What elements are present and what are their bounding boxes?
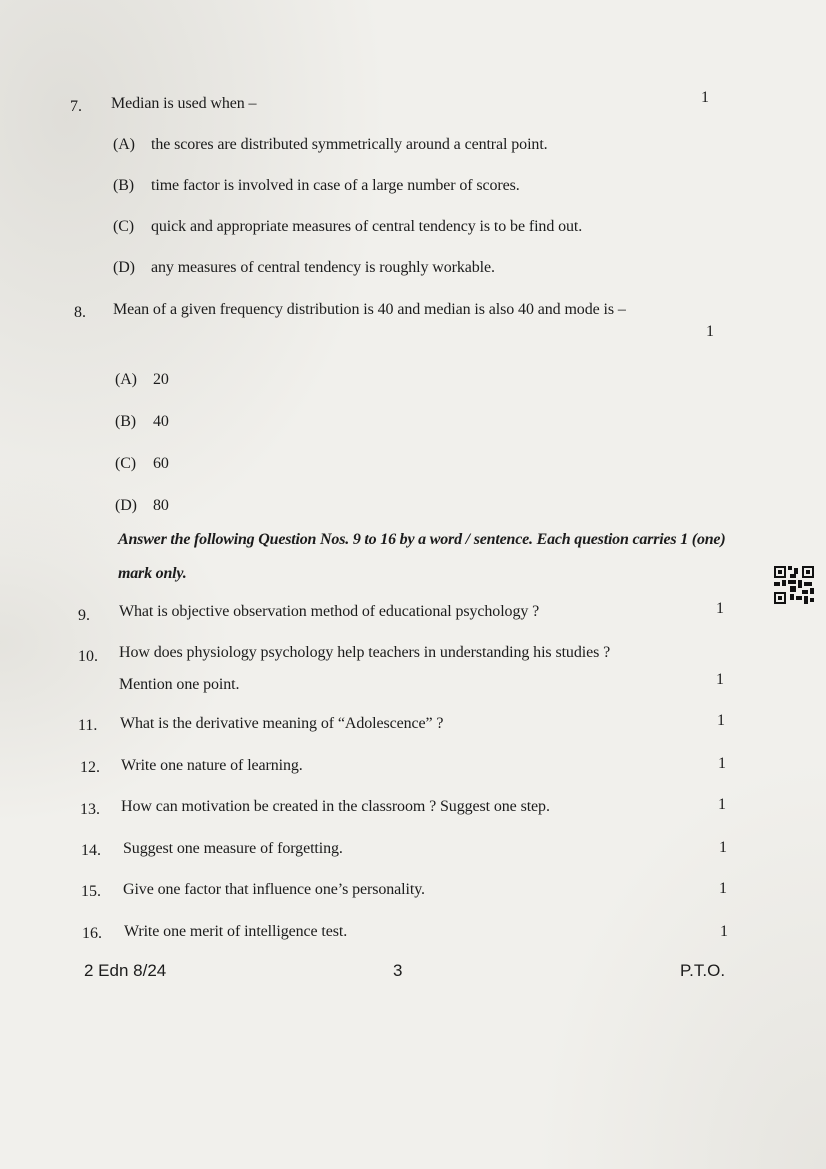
question-12-text: Write one nature of learning. — [121, 757, 303, 774]
option-text: any measures of central tendency is roughly workable. — [151, 259, 495, 276]
question-9-text: What is objective observation method of educational psychology ? — [119, 603, 540, 620]
question-9-mark: 1 — [716, 600, 724, 617]
option-label: (D) — [115, 497, 137, 514]
option-text: 40 — [153, 413, 169, 430]
option-label: (B) — [115, 413, 137, 430]
question-8-mark: 1 — [706, 323, 714, 340]
option-text: the scores are distributed symmetrically around a central point. — [151, 136, 548, 153]
option-label: (C) — [115, 455, 137, 472]
question-8-option-c — [115, 454, 169, 474]
question-13-number: 13. — [80, 801, 100, 818]
question-14-text: Suggest one measure of forgetting. — [123, 840, 343, 857]
option-text: 60 — [153, 455, 169, 472]
question-10-text-continued: Mention one point. — [119, 676, 240, 693]
option-label: (A) — [115, 371, 137, 388]
question-11-mark: 1 — [717, 712, 725, 729]
option-text: time factor is involved in case of a large number of scores. — [151, 177, 520, 194]
question-9-number: 9. — [78, 607, 90, 624]
question-11-text: What is the derivative meaning of “Adolescence” ? — [120, 715, 444, 732]
question-10-number: 10. — [78, 648, 98, 665]
option-text: 20 — [153, 371, 169, 388]
qr-code-icon — [774, 566, 814, 604]
option-text: quick and appropriate measures of central tendency is to be find out. — [151, 218, 583, 235]
question-12-number: 12. — [80, 759, 100, 776]
question-7-option-a — [113, 135, 548, 155]
question-16-mark: 1 — [720, 923, 728, 940]
option-label: (A) — [113, 136, 135, 153]
footer-pto: P.T.O. — [680, 961, 726, 980]
question-11-number: 11. — [78, 717, 98, 734]
footer-exam-code: 2 Edn 8/24 — [84, 961, 167, 980]
question-10-text: How does physiology psychology help teachers in understanding his studies ? — [119, 644, 611, 661]
question-14-mark: 1 — [719, 839, 727, 856]
question-13-mark: 1 — [718, 796, 726, 813]
question-14-number: 14. — [81, 842, 101, 859]
question-10-mark: 1 — [716, 671, 724, 688]
option-label: (C) — [113, 218, 135, 235]
question-8-option-a — [115, 370, 169, 390]
question-8-option-d — [115, 496, 169, 516]
question-7-option-b — [113, 176, 520, 196]
footer-page-number: 3 — [393, 961, 403, 980]
question-13-text: How can motivation be created in the classroom ? Suggest one step. — [121, 798, 550, 815]
question-7-number: 7. — [70, 98, 82, 115]
question-16-number: 16. — [82, 925, 102, 942]
question-7-option-d — [113, 258, 495, 278]
option-label: (D) — [113, 259, 135, 276]
option-label: (B) — [113, 177, 135, 194]
question-8-option-b — [115, 412, 169, 432]
question-15-text: Give one factor that influence one’s personality. — [123, 881, 425, 898]
section-instruction: Answer the following Question Nos. 9 to 16 by a word / sentence. Each question carries 1 (one) mark only. — [118, 531, 726, 582]
option-text: 80 — [153, 497, 169, 514]
question-15-number: 15. — [81, 883, 101, 900]
question-15-mark: 1 — [719, 880, 727, 897]
question-7-text: Median is used when – — [111, 95, 257, 112]
question-16-text: Write one merit of intelligence test. — [124, 923, 348, 940]
question-7-mark: 1 — [701, 89, 709, 106]
question-12-mark: 1 — [718, 755, 726, 772]
question-8-number: 8. — [74, 304, 86, 321]
question-7-option-c — [113, 217, 582, 237]
question-8-text: Mean of a given frequency distribution is 40 and median is also 40 and mode is – — [113, 301, 626, 318]
